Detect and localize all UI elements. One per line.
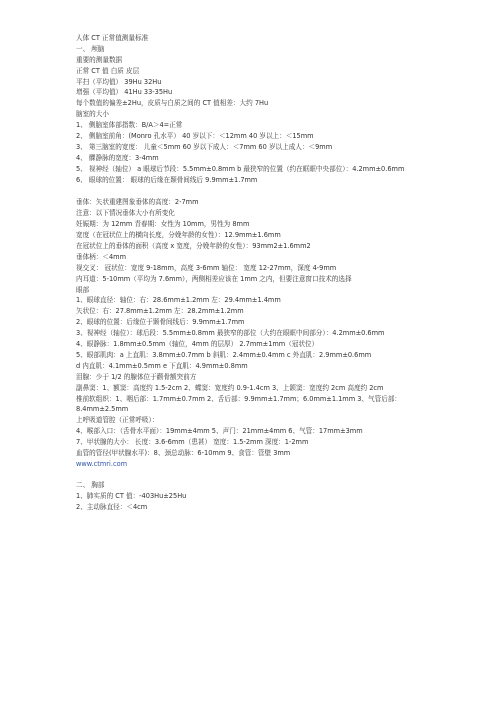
text-line: 7、甲状腺的大小： 长度：3.6-6mm（患甚） 宽度：1.5-2mm 深度：1-2mm bbox=[76, 438, 309, 447]
text-line: 矢状位：右：27.8mm±1.2mm 左：28.2mm±1.2mm bbox=[76, 307, 244, 316]
text-line: 1、眼球直径：轴位：右：28.6mm±1.2mm 左：29.4mm±1.4mm bbox=[76, 296, 281, 305]
text-line: 正常 CT 值 白质 皮层 bbox=[76, 66, 140, 75]
text-line: 8.4mm±2.5mm bbox=[76, 405, 129, 414]
text-line: 副鼻窦：1、额窦：高度约 1.5-2cm 2、蝶窦：宽度约 0.9-1.4cm 3、上颌窦：宽度约 2cm 高度约 2cm bbox=[76, 383, 384, 392]
text-line: 注意：以下情况垂体大小有所变化 bbox=[76, 209, 175, 218]
text-line: 平扫（平均值） 39Hu 32Hu bbox=[76, 77, 162, 86]
paragraph-gap bbox=[76, 185, 476, 197]
text-line: 上呼吸道管腔（正常呼吸）： bbox=[76, 416, 159, 425]
text-line: 视交叉： 冠状位：宽度 9-18mm，高度 3-6mm 轴位： 宽度 12-27mm，深度 4-9mm bbox=[76, 263, 337, 272]
website-link[interactable]: www.ctmri.com bbox=[76, 459, 128, 468]
text-line: 每个数值的偏差±2Hu，皮质与白质之间的 CT 值相差：大约 7Hu bbox=[76, 99, 269, 108]
text-line: 3、视神经（轴位）：球后段：5.5mm±0.8mm 最狭窄的部位（大约在眼眶中间部分）：4.2mm±0.6mm bbox=[76, 329, 385, 338]
text-line: 2、 侧脑室前角：(Monro 孔水平） 40 岁以下：＜12mm 40 岁以上：＜15mm bbox=[76, 132, 314, 141]
text-line: 垂体：矢状重建图象垂体的高度：2-7mm bbox=[76, 198, 199, 207]
text-line: 2、主动脉直径：＜4cm bbox=[76, 502, 148, 511]
text-line: 3、 第三脑室的宽度： 儿童＜5mm 60 岁以下成人：＜7mm 60 岁以上成人：＜9mm bbox=[76, 142, 333, 151]
text-line: 血管的管径(甲状腺水平)：8、颈总动脉：6-10mm 9、食管：管壁 3mm bbox=[76, 448, 291, 457]
subheading-eye: 眼部 bbox=[76, 285, 90, 294]
section-heading-chest: 二、 胸部 bbox=[76, 480, 105, 489]
text-line: 宽度（在冠状位上的横向长度，分娩年龄的女性）：12.9mm±1.6mm bbox=[76, 231, 281, 240]
document-body bbox=[76, 33, 476, 512]
text-line: 妊娠期：为 12mm 青春期：女性为 10mm，男性为 8mm bbox=[76, 220, 250, 229]
text-line: 5、眼部肌肉：a 上直肌：3.8mm±0.7mm b 斜肌：2.4mm±0.4mm c 外直肌：2.9mm±0.6mm bbox=[76, 350, 372, 359]
section-heading-brain: 一、 颅脑 bbox=[76, 44, 105, 53]
paragraph-gap bbox=[76, 470, 476, 480]
text-line: 1、 侧脑室体部指数：B/A＞4=正常 bbox=[76, 121, 183, 130]
text-line: 泪腺：少于 1/2 的腺体位于颧骨额突前方 bbox=[76, 372, 197, 381]
text-line: d 内直肌：4.1mm±0.5mm e 下直肌：4.9mm±0.8mm bbox=[76, 361, 248, 370]
text-line: 在冠状位上的垂体的面积（高度 x 宽度，分娩年龄的女性）：93mm2±1.6mm2 bbox=[76, 242, 311, 251]
text-line: 椎前软组织：1、咽后部：1.7mm±0.7mm 2、舌后部：9.9mm±1.7mm；6.0mm±1.1mm 3、气管后部： bbox=[76, 394, 402, 403]
text-line: 5、 视神经（轴位） a 眼球后节段：5.5mm±0.8mm b 最狭窄的位置（约在眶眶中央部位）：4.2mm±0.6mm bbox=[76, 164, 405, 173]
text-line: 2、眼球的位置：后缘位于颞骨间线后：9.9mm±1.7mm bbox=[76, 318, 245, 327]
text-line: 重要的测量数据 bbox=[76, 55, 123, 64]
text-line: 1、肺实质的 CT 值：-403Hu±25Hu bbox=[76, 491, 187, 500]
text-line: 6、 眼球的位置： 眼球的后缘在颞骨间线后 9.9mm±1.7mm bbox=[76, 175, 258, 184]
document-title: 人体 CT 正常值测量标准 bbox=[76, 34, 149, 42]
text-line: 垂体柄：＜4mm bbox=[76, 252, 127, 261]
text-line: 内耳道：5-10mm（平均为 7.6mm），两侧相差应该在 1mm 之内，但要注意窗口技术的选择 bbox=[76, 274, 352, 283]
text-line: 4、眼静脉：1.8mm±0.5mm（轴位，4mm 的层厚） 2.7mm±1mm（冠状位） bbox=[76, 340, 319, 349]
text-line: 增强（平均值） 41Hu 33-35Hu bbox=[76, 88, 173, 97]
text-line: 4、 髁静脉的宽度：3-4mm bbox=[76, 153, 159, 162]
text-line: 脑室的大小 bbox=[76, 110, 109, 119]
text-line: 4、喉部入口：（舌骨水平面）：19mm±4mm 5、声门：21mm±4mm 6、气管：17mm±3mm bbox=[76, 427, 363, 436]
